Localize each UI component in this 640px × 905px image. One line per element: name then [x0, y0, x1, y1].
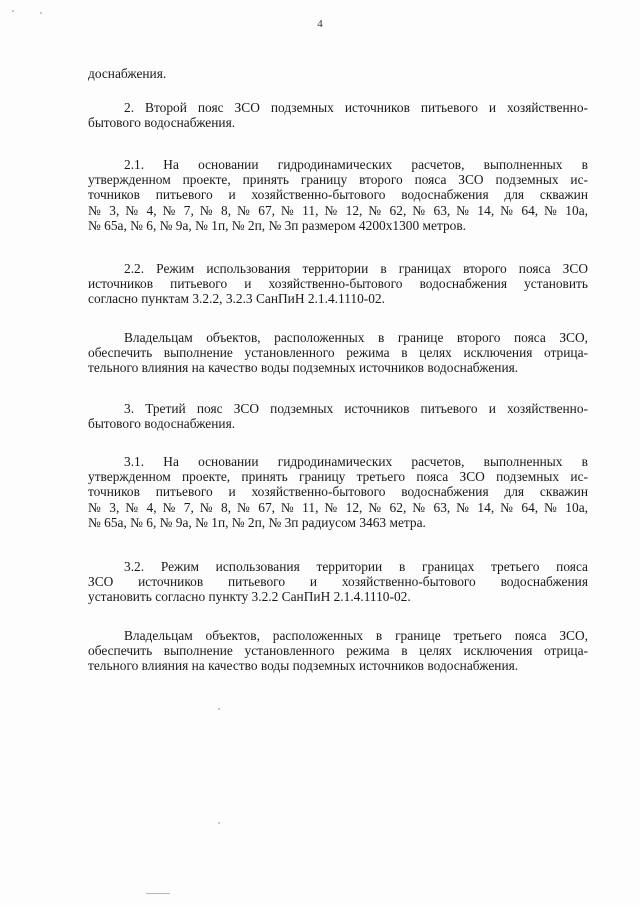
text-line: точников питьевого и хозяйственно-бытового водоснабжения для скважин	[88, 187, 588, 203]
text-line: № 3, № 4, № 7, № 8, № 67, № 11, № 12, № 62, № 63, № 14, № 64, № 10а,	[88, 499, 588, 515]
text-line: обеспечить выполнение установленного режима в целях исключения отрица-	[88, 345, 588, 361]
section-3-heading	[88, 401, 588, 431]
text-line: № 3, № 4, № 7, № 8, № 67, № 11, № 12, № 62, № 63, № 14, № 64, № 10а,	[88, 202, 588, 218]
text-line: Владельцам объектов, расположенных в границе второго пояса ЗСО,	[124, 330, 588, 345]
scan-speck	[218, 822, 220, 824]
text-line: № 65а, № 6, № 9а, № 1п, № 2п, № 3п размером 4200х1300 метров.	[88, 217, 467, 233]
text-line: утвержденном проекте, принять границу третьего пояса ЗСО подземных ис-	[88, 469, 588, 485]
text-line: обеспечить выполнение установленного режима в целях исключения отрица-	[88, 643, 588, 659]
owners-obligation-zone-3	[88, 628, 588, 674]
text-line: 2.1. На основании гидродинамических расчетов, выполненных в	[124, 157, 588, 172]
section-2-heading	[88, 100, 588, 130]
text-line: доснабжения.	[88, 66, 167, 81]
owners-obligation-zone-2	[88, 330, 588, 376]
text-line: бытового водоснабжения.	[88, 115, 236, 131]
text-line: точников питьевого и хозяйственно-бытового водоснабжения для скважин	[88, 484, 588, 500]
text-line: 2. Второй пояс ЗСО подземных источников питьевого и хозяйственно-	[124, 100, 588, 115]
text-line: ЗСО источников питьевого и хозяйственно-бытового водоснабжения	[88, 574, 588, 590]
text-line: Владельцам объектов, расположенных в границе третьего пояса ЗСО,	[124, 628, 588, 643]
scan-speck	[40, 12, 42, 14]
text-line: бытового водоснабжения.	[88, 416, 236, 432]
text-line: установить согласно пункту 3.2.2 СанПиН 2.1.4.1110-02.	[88, 589, 411, 605]
text-line: источников питьевого и хозяйственно-бытового водоснабжения установить	[88, 276, 588, 292]
scan-speck	[12, 10, 14, 12]
text-line: тельного влияния на качество воды подземных источников водоснабжения.	[88, 658, 519, 674]
text-line: № 65а, № 6, № 9а, № 1п, № 2п, № 3п радиусом 3463 метра.	[88, 514, 426, 530]
paragraph-continuation	[88, 66, 588, 81]
text-line: утвержденном проекте, принять границу второго пояса ЗСО подземных ис-	[88, 172, 588, 188]
clause-2-2	[88, 261, 588, 307]
text-line: 3.2. Режим использования территории в границах третьего пояса	[124, 559, 588, 574]
text-line: 3. Третий пояс ЗСО подземных источников питьевого и хозяйственно-	[124, 401, 588, 416]
text-line: 3.1. На основании гидродинамических расчетов, выполненных в	[124, 454, 588, 469]
text-line: тельного влияния на качество воды подземных источников водоснабжения.	[88, 360, 519, 376]
clause-3-1	[88, 454, 588, 530]
scan-speck	[218, 708, 220, 710]
page-number: 4	[317, 18, 323, 30]
scan-speck	[146, 893, 170, 894]
text-line: 2.2. Режим использования территории в границах второго пояса ЗСО	[124, 261, 588, 276]
clause-2-1	[88, 157, 588, 233]
clause-3-2	[88, 559, 588, 605]
text-line: согласно пунктам 3.2.2, 3.2.3 СанПиН 2.1.4.1110-02.	[88, 291, 385, 307]
